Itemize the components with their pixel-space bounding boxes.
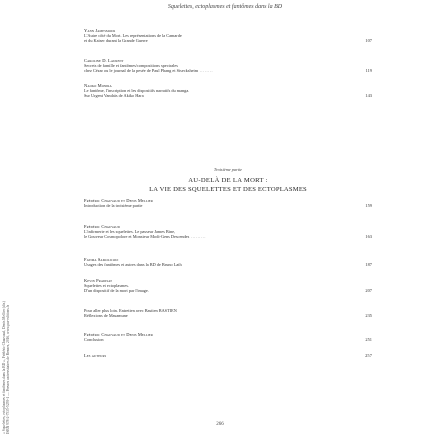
entry-title-line: Sur Urgent Vandaïs de Akiko Hara 143 (84, 93, 372, 99)
side-note (2, 262, 10, 434)
entry-title-line: Squelettes et ectoplasmes. (84, 283, 129, 289)
page-number: 187 (365, 262, 372, 268)
page-number: 107 (365, 38, 372, 44)
entry-title-line: le Gouveur Cosmopolore et Monsieur Modi-Gens Descendes ......... 163 (84, 234, 372, 240)
entry-author: Fatima Samolicoui (84, 257, 119, 262)
side-note-line: « Squelettes, ectoplasmes et fantômes dans la BD », Frédéric Chauvaud, Denis Mellier (dir.) (2, 301, 6, 434)
entry-title-line: L'infirmerie et les squelettes. Le passeur James Bine, (84, 229, 176, 235)
entry-title-line: L'Autre côté du Mort. Les représentations de la Camarde (84, 33, 182, 39)
page-number: 207 (365, 288, 372, 294)
page-folio: 266 (216, 422, 224, 427)
toc-entry[interactable] (84, 198, 372, 208)
part-intro: Troisième partie (213, 167, 243, 172)
toc-entry[interactable] (84, 353, 372, 358)
entry-title-line: chez Cézar ou le journal de la pesée de Paul Phang et Sisecksheim ........ 119 (84, 68, 372, 74)
entry-title-line: Réflexions de Masamune 235 (84, 313, 372, 319)
part-title: AU-DELÀ DE LA MORT : (188, 177, 268, 184)
side-note-line: ISBN 978-2-7535-5259-1 — Presses universitaires de Rennes, 2016, www.pur-editions.fr (6, 304, 11, 434)
toc-entry[interactable] (84, 308, 372, 318)
entry-author: Naoko Monira (84, 83, 112, 88)
entry-title-line: Le fantôme, l'inscription et les dispositifs narratifs du manga. (84, 88, 190, 94)
toc-entry[interactable] (84, 332, 372, 342)
entry-title-line: et du Kaiser durant la Grande Guerre 107 (84, 38, 372, 44)
part-subtitle: LA VIE DES SQUELETTES ET DES ECTOPLASMES (149, 186, 307, 193)
entry-author: Frédéric Chauvaud et Denis Mellier (84, 332, 153, 337)
page-number: 143 (365, 93, 372, 99)
leader-dots: ........ (198, 68, 214, 74)
entry-title-line: D'un dispositif de la mort par l'image. 207 (84, 288, 372, 294)
page-number: 257 (365, 353, 372, 358)
entry-author: Yann Jamesmour (84, 28, 116, 33)
entry-title-line: Usages des fantômes et autres dans la BD de Bruno Lath 187 (84, 262, 372, 268)
entry-title-line: Pour aller plus loin. Entretien avec Bastien BASTIEN (84, 308, 177, 313)
entry-author: Kevin Pradisat (84, 278, 113, 283)
toc-entry[interactable] (84, 28, 372, 44)
entry-title-line: Conclusion 251 (84, 337, 372, 343)
toc-entry[interactable] (84, 83, 372, 99)
entry-author: Frédéric Chauvaud et Denis Mellier (84, 198, 153, 203)
toc-entry[interactable] (84, 278, 372, 294)
page-number: 159 (365, 203, 372, 209)
entry-author: Frédéric Chauvaud (84, 224, 120, 229)
toc-entry[interactable] (84, 224, 372, 240)
entry-author: Les auteurs 257 (84, 353, 372, 358)
page-number: 251 (365, 337, 372, 343)
page-number: 163 (365, 234, 372, 240)
entry-title-line: Introduction de la troisième partie 159 (84, 203, 372, 209)
toc-entry[interactable] (84, 257, 372, 267)
entry-author: Caroline D. Laurent (84, 58, 124, 63)
leader-dots: ......... (189, 234, 207, 240)
entry-title-line: Secrets de famille et fantômes/compositions spectrales (84, 63, 178, 69)
running-head: Squelettes, ectoplasmes et fantômes dans la BD (167, 4, 283, 10)
page-number: 119 (365, 68, 372, 74)
page-number: 235 (365, 313, 372, 319)
toc-entry[interactable] (84, 58, 372, 74)
